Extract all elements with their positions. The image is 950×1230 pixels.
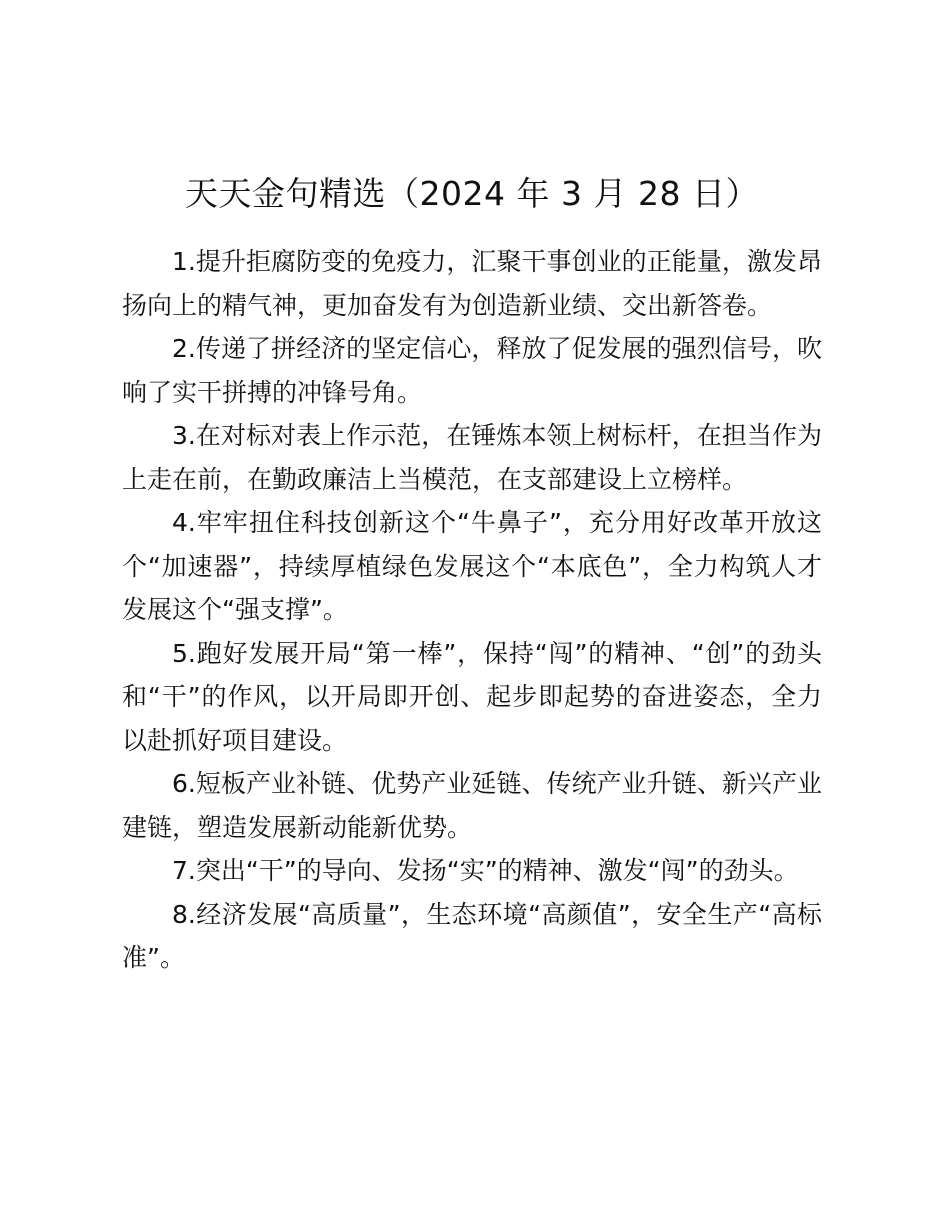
quote-paragraph-8: 8.经济发展“高质量”，生态环境“高颜值”，安全生产“高标准”。 <box>122 899 822 972</box>
quote-paragraph-2: 2.传递了拼经济的坚定信心，释放了促发展的强烈信号，吹响了实干拼搏的冲锋号角。 <box>122 334 822 407</box>
quote-paragraph-3: 3.在对标对表上作示范，在锤炼本领上树标杆，在担当作为上走在前，在勤政廉洁上当模范，在支部建设上立榜样。 <box>122 421 822 494</box>
quote-paragraph-1: 1.提升拒腐防变的免疫力，汇聚干事创业的正能量，激发昂扬向上的精气神，更加奋发有为创造新业绩、交出新答卷。 <box>122 247 822 320</box>
quote-paragraph-6: 6.短板产业补链、优势产业延链、传统产业升链、新兴产业建链，塑造发展新动能新优势。 <box>122 769 822 842</box>
document-title: 天天金句精选（2024 年 3 月 28 日） <box>185 174 759 213</box>
quote-paragraph-4: 4.牢牢扭住科技创新这个“牛鼻子”，充分用好改革开放这个“加速器”，持续厚植绿色发展这个“本底色”，全力构筑人才发展这个“强支撑”。 <box>122 508 822 624</box>
quote-paragraph-5: 5.跑好发展开局“第一棒”，保持“闯”的精神、“创”的劲头和“干”的作风，以开局即开创、起步即起势的奋进姿态，全力以赴抓好项目建设。 <box>122 638 822 755</box>
quote-paragraph-7: 7.突出“干”的导向、发扬“实”的精神、激发“闯”的劲头。 <box>172 856 799 885</box>
document-body <box>122 240 822 980</box>
